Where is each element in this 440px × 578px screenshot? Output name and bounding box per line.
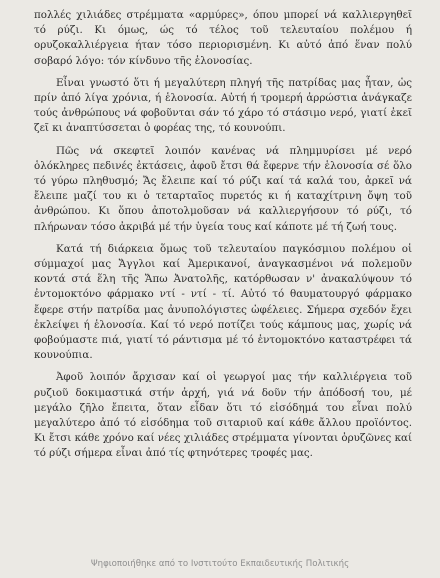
paragraph-3: Πῶς νά σκεφτεῖ λοιπόν κανένας νά πλημμυρίσει μέ νερό ὁλόκληρες πεδινές ἐκτάσεις, ἀφοῦ ἔτσι θά ἔφερνε τήν ἑλονοσία σέ ὅλο τό γύρω πληθυσμό; Ἄς ἔλειπε καί τό ρύζι καί τά καλά του, ἀρκεῖ νά ἔλειπε μαζί του κι ὁ τεταρταῖος πυρετός κι ή καταχίτρινη ὄψη τοῦ ἀνθρώπου. Κι ὅπου ἀποτολμοῦσαν νά καλλιεργήσουν τό ρύζι, τό πλήρωναν τόσο ἀκριβά μέ τήν ὑγεία τους καί κάποτε μέ τή ζωή τους. bbox=[34, 144, 412, 233]
paragraph-5: Ἀφοῦ λοιπόν ἄρχισαν καί οἱ γεωργοί μας τήν καλλιέργεια τοῦ ρυζιοῦ δοκιμαστικά στήν ἀρχή, γιά νά δοῦν τήν ἀπόδοσή του, μέ μεγάλο ζῆλο ἔπειτα, ὅταν εἶδαν ὅτι τό εἰσόδημά του εἶναι πολύ μεγαλύτερο ἀπό τό εἰσόδημα τοῦ σιταριοῦ καί κάθε ἄλλου προϊόντος. Κι ἔτσι κάθε χρόνο καί νέες χιλιάδες στρέμματα γίνονται ὀρυζῶνες καί τό ρύζι σήμερα εἶναι ἀπό τίς φτηνότερες τροφές μας. bbox=[34, 371, 412, 460]
body-text bbox=[34, 8, 412, 469]
paragraph-2: Εἶναι γνωστό ὅτι ή μεγαλύτερη πληγή τῆς πατρίδας μας ἦταν, ὡς πρίν ἀπό λίγα χρόνια, ή ἑλονοσία. Αὐτή ή τρομερή ἀρρώστια ἀνάγκαζε τούς ἀνθρώπους νά φοβοῦνται σάν τό χάρο τό στάσιμο νερό, γιατί ἐκεῖ ζεῖ κι ἀναπτύσσεται ὁ φορέας της, τό κουνούπι. bbox=[34, 76, 412, 135]
paragraph-1: πολλές χιλιάδες στρέμματα «αρμύρες», όπου μπορεί νά καλλιεργηθεῖ τό ρύζι. Κι όμως, ώς τό τέλος τοῦ τελευταίου πολέμου ή ορυζοκαλλιέργεια ήταν τόσο περιορισμένη. Κι αὐτό ἀπό ἕναν πολύ σοβαρό λόγο: τόν κίνδυνο τῆς ἑλονοσίας. bbox=[34, 9, 412, 67]
paragraph-4: Κατά τή διάρκεια ὅμως τοῦ τελευταίου παγκόσμιου πολέμου οἱ σύμμαχοί μας Ἄγγλοι καί Ἀμερικανοί, ἀναγκασμένοι νά πολεμοῦν κοντά στά ἕλη τῆς Ἄπω Ἀνατολῆς, κατόρθωσαν ν' ἀνακαλύψουν τό ἐντομοκτόνο φάρμακο ντί - ντί - τί. Αὐτό τό θαυματουργό φάρμακο ἔφερε στήν πατρίδα μας ἀνυπολόγιστες ὠφέλειες. Σήμερα σχεδόν ἔχει ἐκλείψει ή ἑλονοσία. Καί τό νερό ποτίζει τούς κάμπους μας, χωρίς νά φοβούμαστε πιά, γιατί τό ράντισμα μέ τό ἐντομοκτόνο καταστρέφει τά κουνούπια. bbox=[34, 242, 412, 362]
digitization-footer: Ψηφιοποιήθηκε από το Ινστιτούτο Εκπαιδευτικής Πολιτικής bbox=[90, 559, 350, 569]
